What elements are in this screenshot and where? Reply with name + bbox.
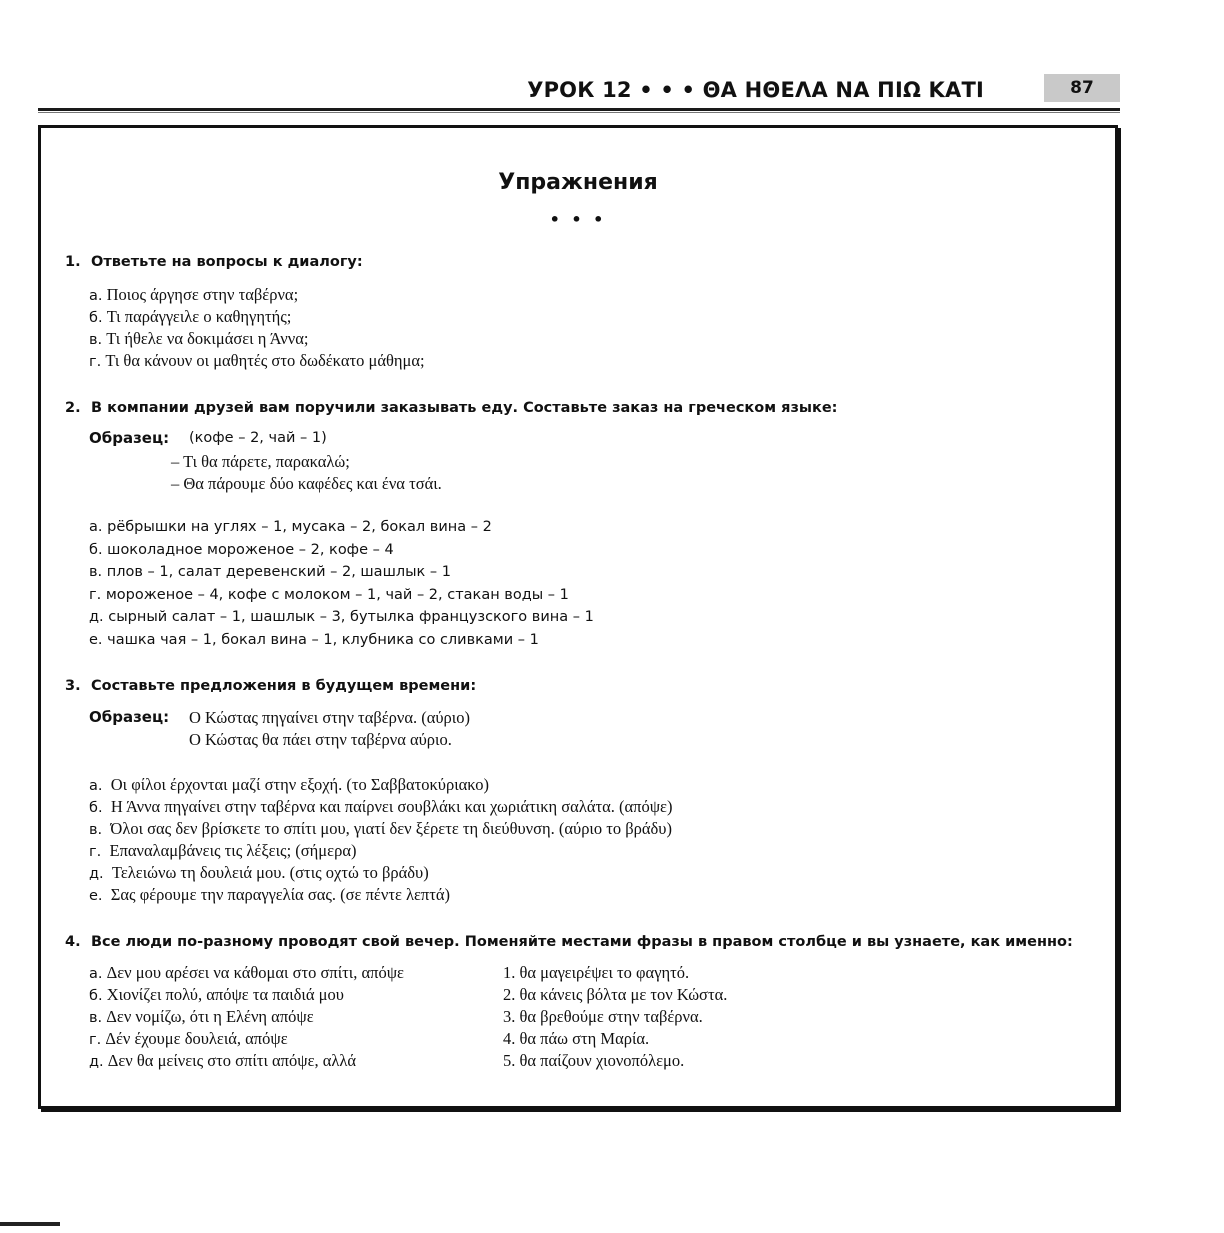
exercise-instruction: Все люди по-разному проводят свой вечер. Поменяйте местами фразы в правом столбце и вы узнаете, как именно: — [91, 934, 1073, 950]
list-item: е. чашка чая – 1, бокал вина – 1, клубника со сливками – 1 — [89, 632, 539, 648]
sample-sentence-future: Ο Κώστας θα πάει στην ταβέρνα αύριο. — [189, 730, 452, 749]
scan-edge-mark — [0, 1222, 60, 1226]
left-column-item: г. Δέν έχουμε δουλειά, απόψε — [89, 1029, 288, 1048]
section-ornament: • • • — [549, 210, 607, 229]
header-rule-thin — [38, 112, 1120, 113]
sample-label: Образец: — [89, 708, 170, 726]
header-rule — [38, 108, 1120, 111]
list-item: г. Τι θα κάνουν οι μαθητές στο δωδέκατο μάθημα; — [89, 351, 425, 370]
running-header-title: УРОК 12 • • • ΘΑ ΗΘΕΛΑ ΝΑ ΠΙΩ ΚΑΤΙ — [527, 78, 984, 102]
list-item: а. Οι φίλοι έρχονται μαζί στην εξοχή. (το Σαββατοκύριακο) — [89, 775, 489, 794]
exercise-2-heading — [65, 400, 837, 416]
list-item: б. Τι παράγγειλε ο καθηγητής; — [89, 307, 292, 326]
left-column-item: б. Χιονίζει πολύ, απόψε τα παιδιά μου — [89, 985, 344, 1004]
sample-sentence: Ο Κώστας πηγαίνει στην ταβέρνα. (αύριο) — [189, 708, 470, 727]
left-column-item: в. Δεν νομίζω, ότι η Ελένη απόψε — [89, 1007, 314, 1026]
list-item: а. Ποιος άργησε στην ταβέρνα; — [89, 285, 299, 304]
list-item: е. Σας φέρουμε την παραγγελία σας. (σε πέντε λεπτά) — [89, 885, 451, 904]
list-item: б. Η Άννα πηγαίνει στην ταβέρνα και παίρνει σουβλάκι και χωριάτικη σαλάτα. (απόψε) — [89, 797, 673, 816]
right-column-item: 2. θα κάνεις βόλτα με τον Κώστα. — [503, 985, 728, 1004]
list-item: а. рёбрышки на углях – 1, мусака – 2, бокал вина – 2 — [89, 519, 492, 535]
sample-question: – Τι θα πάρετε, παρακαλώ; — [171, 452, 350, 471]
list-item: в. Όλοι σας δεν βρίσκετε το σπίτι μου, γιατί δεν ξέρετε τη διεύθυνση. (αύριο το βράδυ) — [89, 819, 672, 838]
exercise-frame — [38, 125, 1118, 1109]
list-item: г. Επαναλαμβάνεις τις λέξεις; (σήμερα) — [89, 841, 357, 860]
exercise-3-heading — [65, 678, 476, 694]
exercise-instruction: В компании друзей вам поручили заказывать еду. Составьте заказ на греческом языке: — [91, 400, 838, 416]
exercise-number: 1. — [65, 254, 81, 270]
right-column-item: 5. θα παίζουν χιονοπόλεμο. — [503, 1051, 685, 1070]
list-item: б. шоколадное мороженое – 2, кофе – 4 — [89, 542, 394, 558]
page-number: 87 — [1044, 74, 1120, 102]
sample-answer: – Θα πάρουμε δύο καφέδες και ένα τσάι. — [171, 474, 442, 493]
left-column-item: а. Δεν μου αρέσει να κάθομαι στο σπίτι, απόψε — [89, 963, 404, 982]
sample-label: Образец: — [89, 429, 170, 447]
list-item: в. плов – 1, салат деревенский – 2, шашлык – 1 — [89, 564, 452, 580]
section-title: Упражнения — [498, 170, 658, 195]
exercise-instruction: Ответьте на вопросы к диалогу: — [91, 254, 363, 270]
right-column-item: 4. θα πάω στη Μαρία. — [503, 1029, 650, 1048]
exercise-instruction: Составьте предложения в будущем времени: — [91, 678, 477, 694]
exercise-number: 3. — [65, 678, 81, 694]
exercise-1-heading — [65, 254, 363, 270]
right-column-item: 1. θα μαγειρέψει το φαγητό. — [503, 963, 690, 982]
list-item: д. Τελειώνω τη δουλειά μου. (στις οχτώ το βράδυ) — [89, 863, 429, 882]
right-column-item: 3. θα βρεθούμε στην ταβέρνα. — [503, 1007, 703, 1026]
left-column-item: д. Δεν θα μείνεις στο σπίτι απόψε, αλλά — [89, 1051, 357, 1070]
page-header — [38, 74, 1120, 110]
exercise-4-heading — [65, 934, 1073, 950]
sample-prompt: (кофе – 2, чай – 1) — [189, 430, 327, 446]
exercise-number: 2. — [65, 400, 81, 416]
list-item: д. сырный салат – 1, шашлык – 3, бутылка французского вина – 1 — [89, 609, 594, 625]
list-item: г. мороженое – 4, кофе с молоком – 1, чай – 2, стакан воды – 1 — [89, 587, 569, 603]
list-item: в. Τι ήθελε να δοκιμάσει η Άννα; — [89, 329, 309, 348]
exercise-number: 4. — [65, 934, 81, 950]
